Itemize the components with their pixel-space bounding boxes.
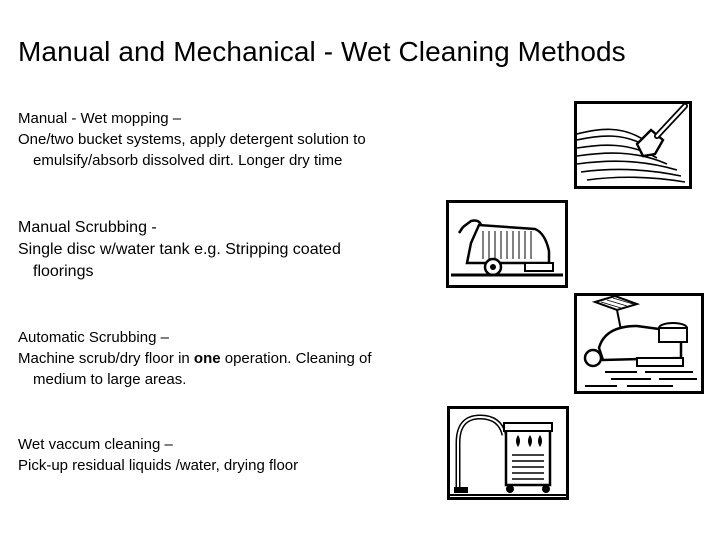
mop-icon — [574, 101, 692, 189]
section-text-line: Single disc w/water tank e.g. Stripping coated — [18, 241, 341, 258]
text-part: operation. Cleaning of — [220, 350, 372, 367]
heading-rest: Wet mopping – — [80, 110, 182, 127]
auto-scrubber-graphic — [577, 296, 701, 391]
floor-scrubber-icon — [446, 200, 568, 288]
section-text-line: One/two bucket systems, apply detergent solution to — [18, 131, 366, 148]
heading-bold: Manual - — [18, 110, 81, 127]
text-part: Machine scrub/dry floor in — [18, 350, 194, 367]
section-wet-mopping — [18, 108, 418, 171]
section-heading: Wet vaccum cleaning – — [18, 436, 173, 453]
section-heading — [18, 108, 418, 129]
wet-vacuum-graphic — [450, 409, 566, 497]
mop-icon-graphic — [577, 104, 689, 186]
section-text-line: floorings — [33, 263, 94, 280]
section-automatic-scrubbing — [18, 327, 418, 390]
emphasis-one: one — [193, 350, 221, 367]
section-wet-vacuum — [18, 434, 418, 476]
section-text-line: medium to large areas. — [33, 371, 187, 388]
section-text-line: Pick-up residual liquids /water, drying floor — [18, 457, 299, 474]
auto-scrubber-icon — [574, 293, 704, 394]
section-text-line: emulsify/absorb dissolved dirt. Longer dry time — [33, 152, 343, 169]
section-heading: Automatic Scrubbing – — [18, 329, 169, 346]
wet-vacuum-icon — [447, 406, 569, 500]
page-title: Manual and Mechanical - Wet Cleaning Methods — [18, 36, 626, 67]
section-text-line — [18, 348, 418, 369]
floor-scrubber-graphic — [449, 203, 565, 285]
section-heading: Manual Scrubbing - — [18, 219, 157, 236]
section-manual-scrubbing — [18, 217, 418, 283]
